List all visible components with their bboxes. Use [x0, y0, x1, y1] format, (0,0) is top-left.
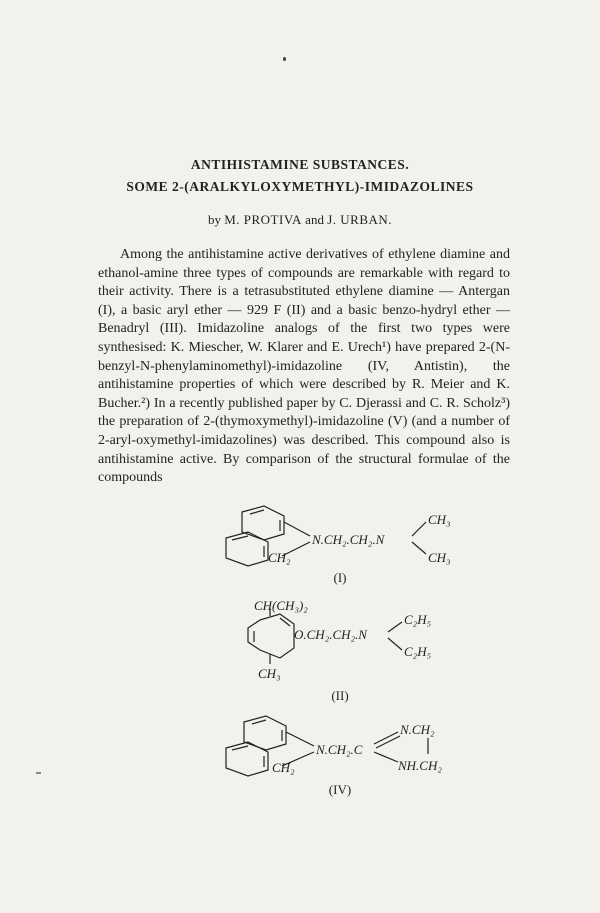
formula-II-isopropyl: CH(CH₃)₂: [254, 598, 308, 613]
formula-II-methyl: CH₃: [258, 666, 281, 681]
ink-mark-margin: [36, 772, 41, 774]
formula-IV-chain: N.CH₂.C: [316, 742, 363, 757]
benzene-ring-upper: [244, 716, 286, 750]
formula-I-methyl-top: CH₃: [428, 512, 451, 527]
benzene-ring: [248, 614, 294, 658]
body-paragraph: Among the antihistamine active derivatives of ethylene diamine and ethanol-amine three types of compounds are remarkable with regard to their activity. There is a tetrasubstituted ethylene diamine — Antergan (I), a basic aryl ether — 929 F (II) and a basic benzo-hydryl ether — Benadryl (III). Imidazoline analogs of the first two types were synthesised: K. Miescher, W. Klarer and E. Urech¹) have prepared 2-(N-benzyl-N-phenylaminomethyl)-imidazoline (IV, Antistin), the antihistamine properties of which were described by R. Meier and K. Bucher.²) In a recently published paper by C. Djerassi and C. R. Scholz³) the preparation of 2-(thymoxymethyl)-imidazoline (V) (and a number of 2-aryl-oxymethyl-imidazolines) was described. This compound also is antihistamine active. By comparison of the structural formulae of the compounds: [98, 247, 510, 486]
formula-I-label: (I): [333, 570, 347, 585]
formula-II-label: (II): [331, 688, 349, 703]
formula-I-chain: N.CH₂.CH₂.N: [312, 532, 385, 547]
author-conjunction: and: [305, 212, 324, 227]
formula-I-benzyl: CH₂: [268, 550, 291, 565]
formula-II-ethyl-bottom: C₂H₅: [404, 644, 432, 659]
benzene-ring-lower: [226, 742, 268, 776]
benzene-ring-lower: [226, 532, 268, 566]
formula-II: [240, 598, 480, 688]
article-title-line-2: SOME 2-(ARALKYLOXYMETHYL)-IMIDAZOLINES: [126, 179, 474, 194]
benzene-ring-upper: [242, 506, 284, 540]
formula-I-methyl-bottom: CH₃: [428, 550, 451, 565]
formula-IV-imidazoline-bottom: NH.CH₂: [398, 758, 442, 773]
formula-II-structure: [240, 598, 480, 688]
formula-IV-structure: [222, 712, 482, 792]
author-1: M. PROTIVA: [224, 212, 302, 227]
author-line: [0, 212, 600, 228]
body-text: [98, 246, 510, 488]
article-title-line-1: ANTIHISTAMINE SUBSTANCES.: [190, 157, 410, 172]
formula-IV-imidazoline-top: N.CH₂: [400, 722, 435, 737]
formula-IV-benzyl: CH₂: [272, 760, 295, 775]
formula-I-structure: [222, 500, 482, 580]
formula-IV: [222, 712, 482, 792]
formula-I: [222, 500, 482, 580]
formula-II-ethyl-top: C₂H₅: [404, 612, 432, 627]
author-2: J. URBAN.: [327, 212, 393, 227]
formula-II-chain: O.CH₂.CH₂.N: [294, 627, 367, 642]
formula-IV-label: (IV): [328, 782, 352, 797]
author-prefix: by: [207, 212, 221, 227]
ink-mark: [283, 57, 286, 61]
